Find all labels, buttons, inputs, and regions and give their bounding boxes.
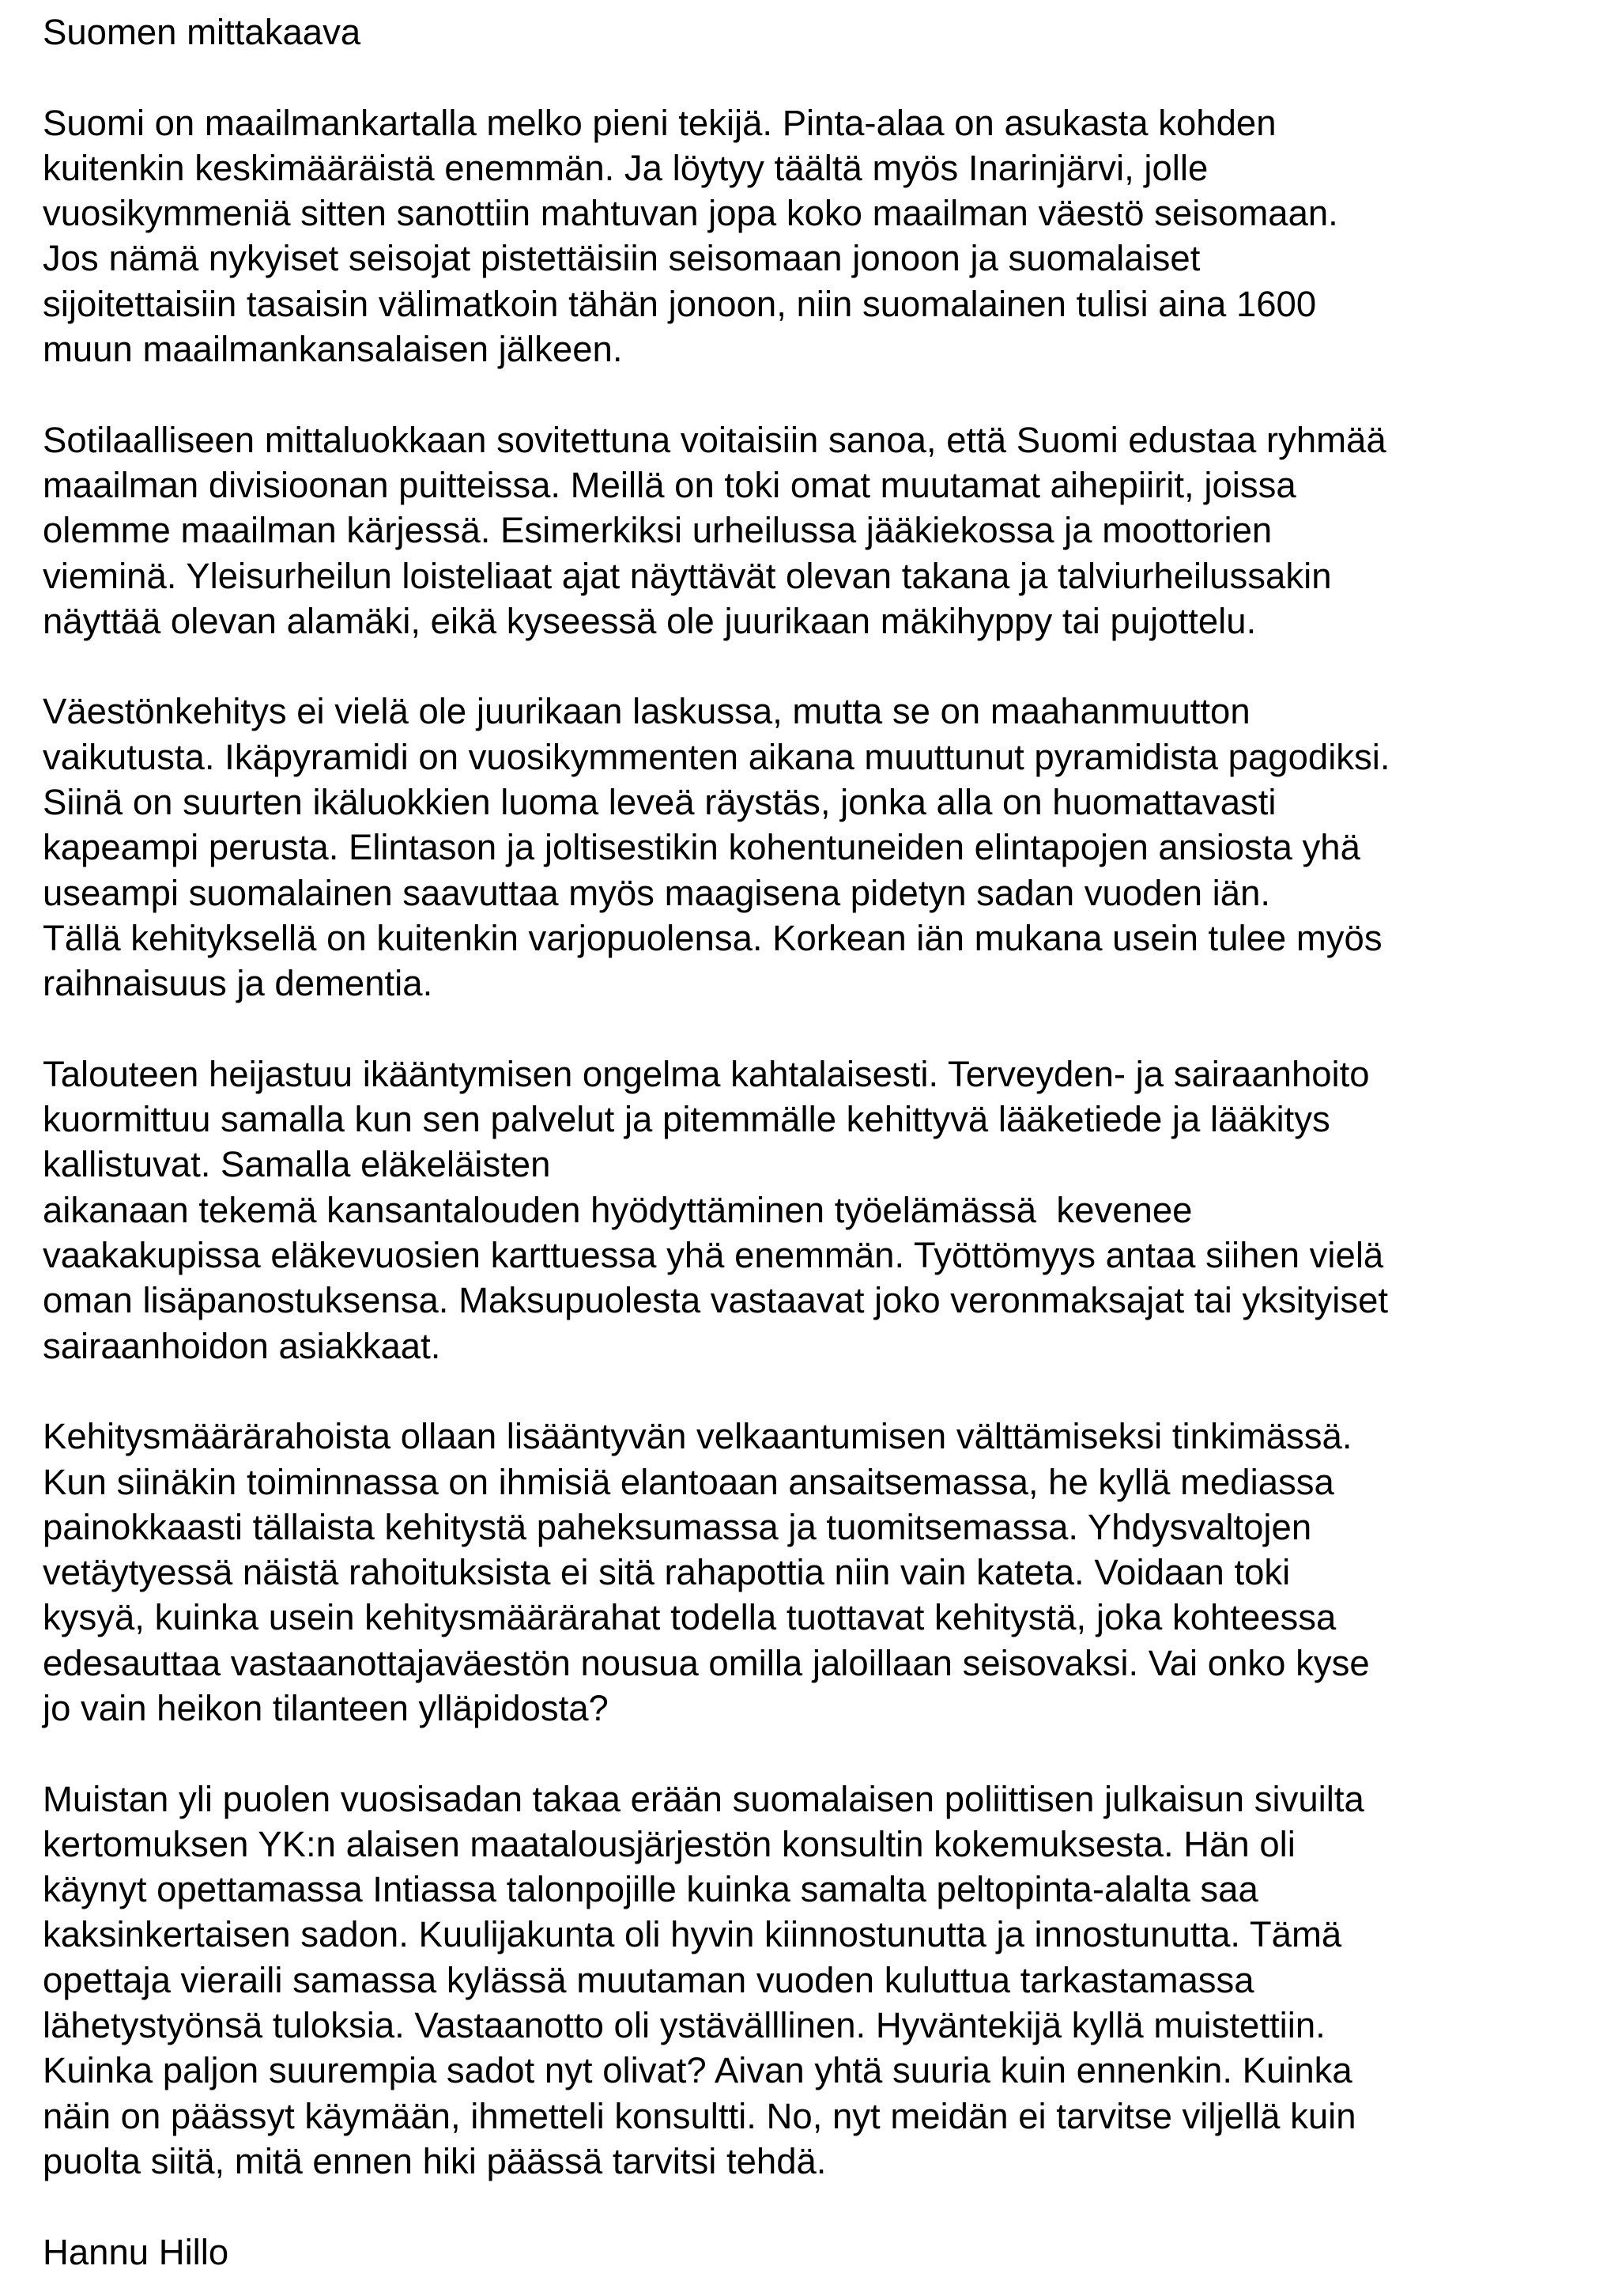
text-line: puolta siitä, mitä ennen hiki päässä tarvitsi tehdä. — [43, 2140, 827, 2181]
text-line: vaakakupissa eläkevuosien karttuessa yhä enemmän. Työttömyys antaa siihen vielä — [43, 1235, 1384, 1276]
paragraph-6 — [43, 1777, 1592, 2185]
paragraph-2 — [43, 417, 1592, 644]
text-line: Sotilaalliseen mittaluokkaan sovitettuna voitaisiin sanoa, että Suomi edustaa ryhmää — [43, 419, 1386, 460]
document-page — [43, 9, 1592, 2275]
text-line: näin on päässyt käymään, ihmetteli konsultti. No, nyt meidän ei tarvitse viljellä kuin — [43, 2095, 1356, 2136]
text-line: painokkaasti tällaista kehitystä paheksumassa ja tuomitsemassa. Yhdysvaltojen — [43, 1506, 1312, 1547]
text-line: Kuinka paljon suurempia sadot nyt olivat? Aivan yhtä suuria kuin ennenkin. Kuinka — [43, 2050, 1352, 2091]
text-line: oman lisäpanostuksensa. Maksupuolesta vastaavat joko veronmaksajat tai yksityiset — [43, 1280, 1389, 1321]
paragraph-3 — [43, 689, 1592, 1006]
paragraph-1 — [43, 100, 1592, 372]
paragraph-5 — [43, 1414, 1592, 1731]
text-line: vieminä. Yleisurheilun loisteliaat ajat näyttävät olevan takana ja talviurheilussakin — [43, 555, 1332, 596]
text-line: sijoitettaisiin tasaisin välimatkoin tähän jonoon, niin suomalainen tulisi aina 1600 — [43, 283, 1317, 324]
text-line: kaksinkertaisen sadon. Kuulijakunta oli hyvin kiinnostunutta ja innostunutta. Tämä — [43, 1914, 1342, 1955]
text-line: käynyt opettamassa Intiassa talonpojille kuinka samalta peltopinta-alalta saa — [43, 1869, 1258, 1910]
text-line: jo vain heikon tilanteen ylläpidosta? — [43, 1687, 609, 1728]
text-line: Muistan yli puolen vuosisadan takaa erään suomalaisen poliittisen julkaisun sivuilta — [43, 1778, 1364, 1819]
text-line: Suomi on maailmankartalla melko pieni tekijä. Pinta-alaa on asukasta kohden — [43, 102, 1277, 143]
text-line: lähetystyönsä tuloksia. Vastaanotto oli ystävälllinen. Hyväntekijä kyllä muistettiin. — [43, 2005, 1326, 2046]
text-line: kallistuvat. Samalla eläkeläisten — [43, 1144, 551, 1185]
text-line: opettaja vieraili samassa kylässä muutaman vuoden kuluttua tarkastamassa — [43, 1959, 1254, 2000]
paragraph-4 — [43, 1052, 1592, 1369]
text-line: kapeampi perusta. Elintason ja joltisestikin kohentuneiden elintapojen ansiosta yhä — [43, 827, 1360, 868]
text-line: aikanaan tekemä kansantalouden hyödyttäminen työelämässä kevenee — [43, 1189, 1193, 1230]
text-line: vuosikymmeniä sitten sanottiin mahtuvan jopa koko maailman väestö seisomaan. — [43, 193, 1338, 234]
document-title: Suomen mittakaava — [43, 12, 361, 52]
text-line: vaikutusta. Ikäpyramidi on vuosikymmenten aikana muuttunut pyramidista pagodiksi. — [43, 736, 1390, 777]
text-line: kertomuksen YK:n alaisen maatalousjärjestön konsultin kokemuksesta. Hän oli — [43, 1823, 1296, 1864]
text-line: kysyä, kuinka usein kehitysmäärärahat todella tuottavat kehitystä, joka kohteessa — [43, 1597, 1337, 1638]
text-line: vetäytyessä näistä rahoituksista ei sitä rahapottia niin vain kateta. Voidaan toki — [43, 1552, 1291, 1593]
text-line: maailman divisioonan puitteissa. Meillä on toki omat muutamat aihepiirit, joissa — [43, 464, 1296, 505]
text-line: olemme maailman kärjessä. Esimerkiksi urheilussa jääkiekossa ja moottorien — [43, 510, 1273, 551]
text-line: näyttää olevan alamäki, eikä kyseessä ole juurikaan mäkihyppy tai pujottelu. — [43, 600, 1257, 641]
text-line: kuitenkin keskimääräistä enemmän. Ja löytyy täältä myös Inarinjärvi, jolle — [43, 147, 1209, 188]
author-signature: Hannu Hillo — [43, 2231, 229, 2272]
text-line: Tällä kehityksellä on kuitenkin varjopuolensa. Korkean iän mukana usein tulee myös — [43, 917, 1383, 958]
text-line: sairaanhoidon asiakkaat. — [43, 1325, 441, 1366]
text-line: Talouteen heijastuu ikääntymisen ongelma kahtalaisesti. Terveyden- ja sairaanhoito — [43, 1053, 1370, 1094]
text-line: useampi suomalainen saavuttaa myös maagisena pidetyn sadan vuoden iän. — [43, 872, 1271, 913]
text-line: edesauttaa vastaanottajaväestön nousua omilla jaloillaan seisovaksi. Vai onko kyse — [43, 1642, 1370, 1683]
text-line: raihnaisuus ja dementia. — [43, 963, 433, 1004]
text-line: Kun siinäkin toiminnassa on ihmisiä elantoaan ansaitsemassa, he kyllä mediassa — [43, 1461, 1334, 1502]
text-line: Siinä on suurten ikäluokkien luoma leveä räystäs, jonka alla on huomattavasti — [43, 782, 1277, 823]
text-line: kuormittuu samalla kun sen palvelut ja pitemmälle kehittyvä lääketiede ja lääkitys — [43, 1099, 1330, 1140]
text-line: muun maailmankansalaisen jälkeen. — [43, 329, 623, 370]
text-line: Jos nämä nykyiset seisojat pistettäisiin seisomaan jonoon ja suomalaiset — [43, 238, 1201, 279]
text-line: Kehitysmäärärahoista ollaan lisääntyvän velkaantumisen välttämiseksi tinkimässä. — [43, 1416, 1352, 1457]
text-line: Väestönkehitys ei vielä ole juurikaan laskussa, mutta se on maahanmuutton — [43, 691, 1251, 732]
